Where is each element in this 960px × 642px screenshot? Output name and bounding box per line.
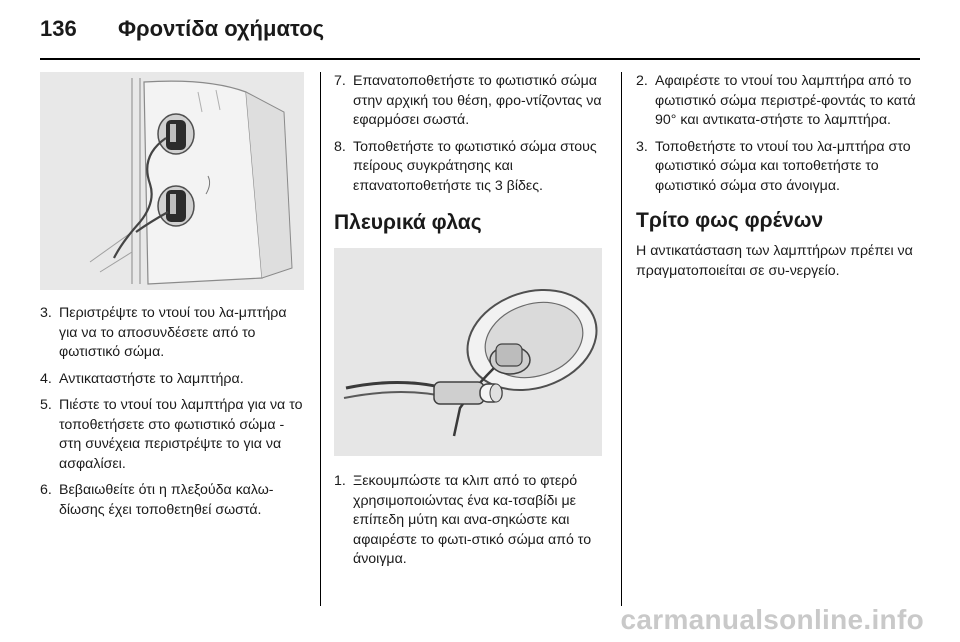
list-item: 1. Ξεκουμπώστε τα κλιπ από το φτερό χρησιμοποιώντας ένα κα-τσαβίδι με επίπεδη μύτη και ανα-σηκώστε και αφαιρέστε το φωτι-στικό σώμα από το άνοιγμα. bbox=[334, 473, 592, 567]
list-item: 2. Αφαιρέστε το ντουί του λαμπτήρα από το φωτιστικό σώμα περιστρέ-φοντάς το κατά 90° και αντικατα-στήστε το λαμπτήρα. bbox=[636, 73, 916, 128]
list-item: 4. Αντικαταστήστε το λαμπτήρα. bbox=[40, 370, 244, 387]
list-item: 8. Τοποθετήστε το φωτιστικό σώμα στους πείρους συγκράτησης και επανατοποθετήστε τις 3 βίδες. bbox=[334, 138, 597, 194]
list-item: 5. Πιέστε το ντουί του λαμπτήρα για να το τοποθετήσετε στο φωτιστικό σώμα - στη συνέχεια περιστρέψτε το για να ασφαλίσει. bbox=[40, 397, 303, 472]
watermark: carmanualsonline.info bbox=[620, 604, 924, 635]
page-title: Φροντίδα οχήματος bbox=[118, 16, 325, 41]
column-3 bbox=[636, 72, 922, 281]
list-item: 7. Επανατοποθετήστε το φωτιστικό σώμα στην αρχική του θέση, φρο-ντίζοντας να εφαρμόσει σωστά. bbox=[334, 73, 602, 128]
section-title: Τρίτο φως φρένων bbox=[636, 209, 824, 232]
side-indicator-illustration bbox=[334, 248, 602, 456]
column-1 bbox=[40, 72, 308, 527]
paragraph: Η αντικατάσταση των λαμπτήρων πρέπει να πραγματοποιείται σε συ-νεργείο. bbox=[636, 243, 913, 279]
column-2 bbox=[334, 72, 606, 577]
list-item: 3. Τοποθετήστε το ντουί του λα-μπτήρα στο φωτιστικό σώμα και τοποθετήστε το φωτιστικό σώμα στο άνοιγμα. bbox=[636, 138, 911, 194]
column-divider bbox=[320, 72, 321, 606]
column-divider bbox=[621, 72, 622, 606]
header-rule bbox=[40, 58, 920, 60]
page-number: 136 bbox=[40, 16, 77, 41]
section-title: Πλευρικά φλας bbox=[334, 211, 482, 234]
page-header bbox=[0, 0, 960, 62]
list-item: 6. Βεβαιωθείτε ότι η πλεξούδα καλω-δίωσης έχει τοποθετηθεί σωστά. bbox=[40, 482, 274, 518]
list-item: 3. Περιστρέψτε το ντουί του λα-μπτήρα για να το αποσυνδέσετε από το φωτιστικό σώμα. bbox=[40, 305, 287, 360]
lamp-bulb-holder-illustration bbox=[40, 72, 304, 290]
